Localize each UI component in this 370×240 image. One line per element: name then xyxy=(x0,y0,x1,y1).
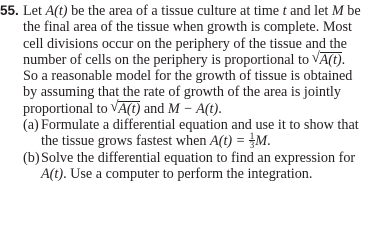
problem-line-7 xyxy=(0,101,370,117)
math-var: M xyxy=(255,133,268,150)
problem-line-2 xyxy=(0,19,370,35)
text-segment: Formulate a differential equation and use it to show that xyxy=(41,117,359,134)
text-segment: number of cells on the periphery is proportional to xyxy=(23,51,313,68)
problem-line-5 xyxy=(0,68,370,84)
math-var: t xyxy=(282,3,287,19)
problem-55 xyxy=(0,3,370,182)
problem-line-4 xyxy=(0,52,370,68)
problem-line-1 xyxy=(0,3,370,19)
text-segment: be the area of a tissue culture at time xyxy=(67,3,283,19)
problem-line-6 xyxy=(0,84,370,100)
text-segment: Solve the differential equation to find an expression for xyxy=(41,149,356,166)
text-segment: and xyxy=(140,100,168,117)
part-a-line-2 xyxy=(0,130,370,150)
part-b-label: (b) xyxy=(23,149,40,166)
text-segment: and let xyxy=(286,3,332,19)
sqrt-expression xyxy=(111,101,140,117)
sqrt-radicand: A(t) xyxy=(118,100,141,117)
text-segment: . xyxy=(218,100,222,117)
problem-number: 55. xyxy=(0,3,19,18)
text-segment: the tissue grows fastest when xyxy=(41,133,211,150)
text-segment: proportional to xyxy=(23,100,112,117)
math-var: A(t) xyxy=(45,3,68,19)
text-segment: the final area of the tissue when growth is complete. Most xyxy=(23,19,352,36)
text-segment: Let xyxy=(23,3,46,19)
part-b-line-2 xyxy=(0,166,370,182)
sqrt-expression xyxy=(313,52,342,68)
part-b-line-1 xyxy=(0,150,370,166)
text-segment: . xyxy=(267,133,271,150)
sqrt-radicand: A(t) xyxy=(319,51,342,68)
text-segment: . Use a computer to perform the integration. xyxy=(63,165,313,182)
fraction-numerator: 1 xyxy=(249,130,255,141)
part-a-label: (a) xyxy=(23,117,39,134)
math-expression: A(t) xyxy=(41,165,64,182)
fraction-denominator: 3 xyxy=(249,139,255,150)
text-segment: cell divisions occur on the periphery of the tissue and the xyxy=(23,35,347,52)
math-var: M xyxy=(331,3,344,19)
math-expression: M − A(t) xyxy=(167,100,219,117)
text-segment: So a reasonable model for the growth of tissue is obtained xyxy=(23,68,353,85)
text-segment: by assuming that the rate of growth of the area is jointly xyxy=(23,84,341,101)
part-a-line-1 xyxy=(0,117,370,133)
text-segment: . xyxy=(341,51,346,68)
math-expression: A(t) = xyxy=(210,133,249,150)
fraction-one-third xyxy=(249,132,256,149)
text-segment: be xyxy=(343,3,361,19)
